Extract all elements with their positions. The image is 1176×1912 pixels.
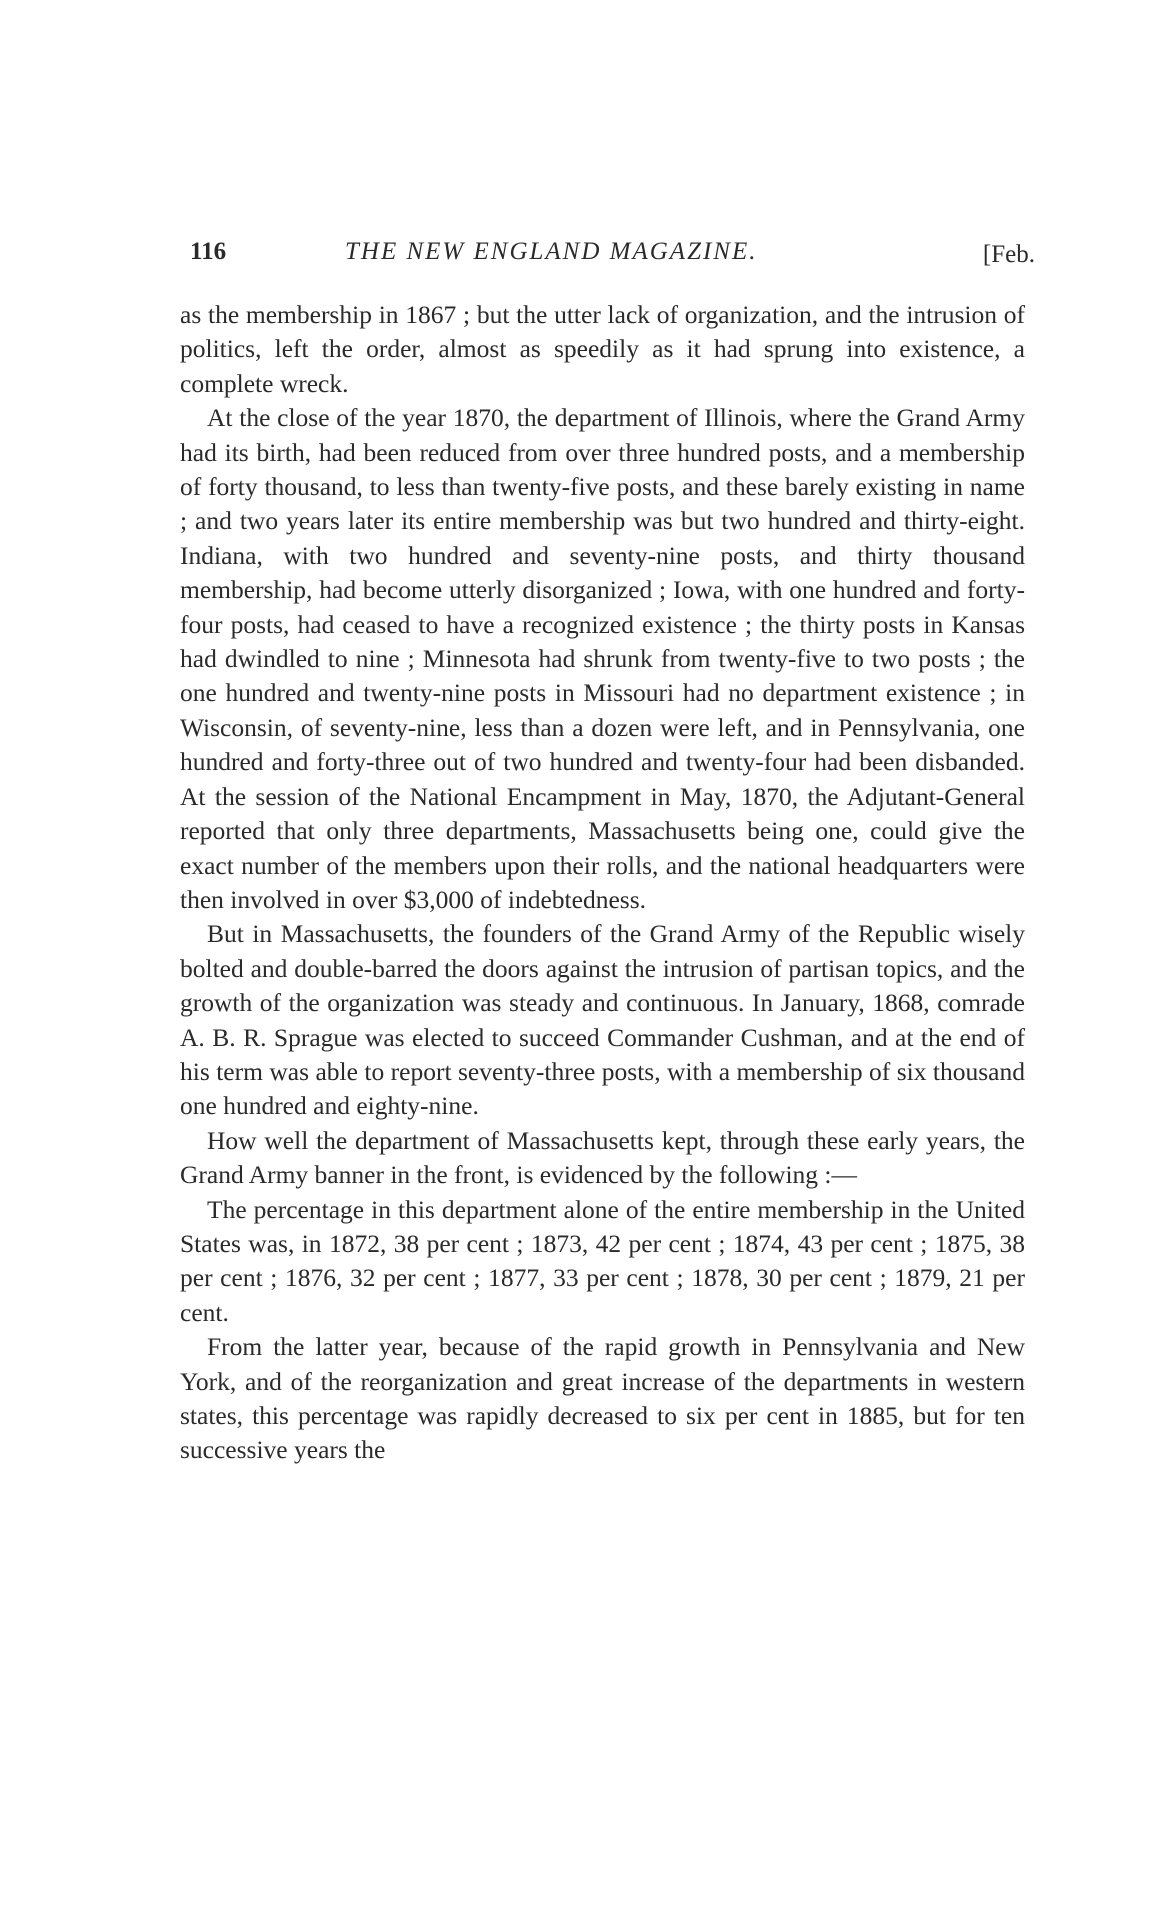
running-head [190, 238, 1035, 278]
magazine-title: THE NEW ENGLAND MAGAZINE. [345, 238, 758, 265]
paragraph: At the close of the year 1870, the department of Illinois, where the Grand Army had its birth, had been reduced from over three hundred posts, and a membership of forty thousand, to less than twenty-five posts, and these barely existing in name ; and two years later its entire membership was but two hundred and thirty-eight. Indiana, with two hundred and seventy-nine posts, and thirty thousand membership, had become utterly disorganized ; Iowa, with one hundred and forty-four posts, had ceased to have a recognized existence ; the thirty posts in Kansas had dwindled to nine ; Minnesota had shrunk from twenty-five to two posts ; the one hundred and twenty-nine posts in Missouri had no department existence ; in Wisconsin, of seventy-nine, less than a dozen were left, and in Pennsylvania, one hundred and forty-three out of two hundred and twenty-four had been disbanded. At the session of the National Encampment in May, 1870, the Adjutant-General reported that only three departments, Massachusetts being one, could give the exact number of the members upon their rolls, and the national headquarters were then involved in over $3,000 of indebtedness. [180, 403, 1025, 914]
paragraph: How well the department of Massachusetts kept, through these early years, the Grand Army banner in the front, is evidenced by the following :— [180, 1125, 1025, 1190]
article-body [180, 298, 1025, 1468]
paragraph: as the membership in 1867 ; but the utter lack of organization, and the intrusion of politics, left the order, almost as speedily as it had sprung into existence, a complete wreck. [180, 300, 1025, 398]
page-number: 116 [190, 238, 227, 265]
paragraph: The percentage in this department alone of the entire membership in the United States was, in 1872, 38 per cent ; 1873, 42 per cent ; 1874, 43 per cent ; 1875, 38 per cent ; 1876, 32 per cent ; 1877, 33 per cent ; 1878, 30 per cent ; 1879, 21 per cent. [180, 1194, 1025, 1327]
issue-month: [Feb. [982, 241, 1035, 268]
paragraph: But in Massachusetts, the founders of the Grand Army of the Republic wisely bolted and double-barred the doors against the intrusion of partisan topics, and the growth of the organization was steady and continuous. In January, 1868, comrade A. B. R. Sprague was elected to succeed Commander Cushman, and at the end of his term was able to report seventy-three posts, with a membership of six thousand one hundred and eighty-nine. [180, 919, 1025, 1121]
paragraph: From the latter year, because of the rapid growth in Pennsylvania and New York, and of the reorganization and great increase of the departments in western states, this percentage was rapidly decreased to six per cent in 1885, but for ten successive years the [180, 1332, 1025, 1465]
